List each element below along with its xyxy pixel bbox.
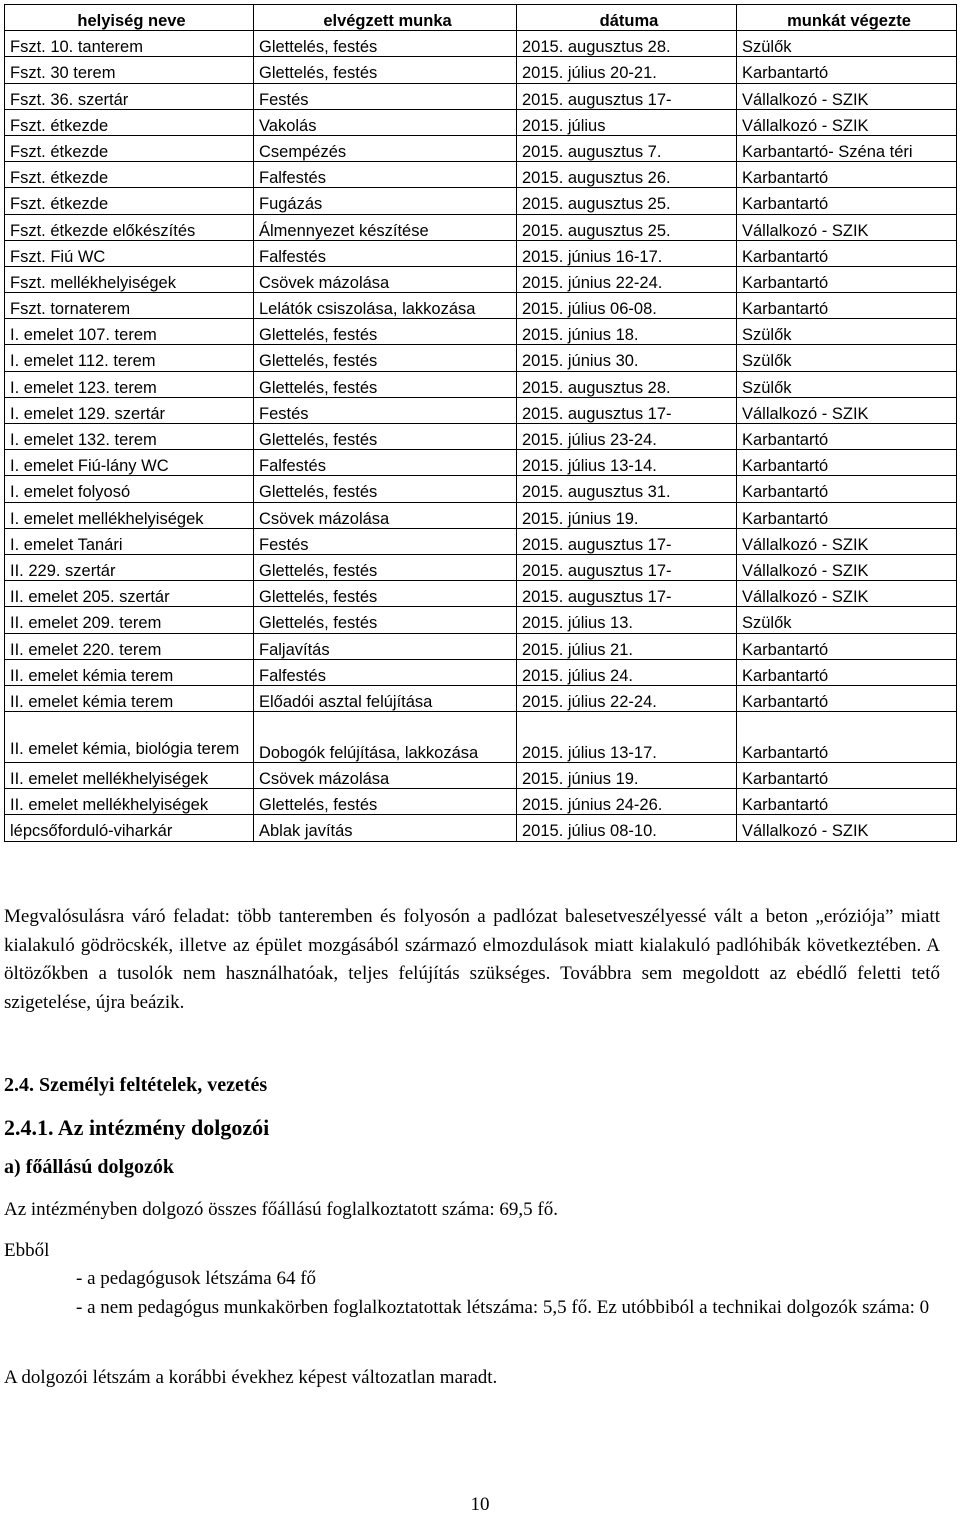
table-row xyxy=(5,607,957,633)
cell-date: 2015. július xyxy=(517,109,737,135)
header-date: dátuma xyxy=(517,5,737,31)
cell-performer: Karbantartó xyxy=(737,712,957,763)
cell-room: I. emelet folyosó xyxy=(5,476,254,502)
cell-date: 2015. június 18. xyxy=(517,319,737,345)
table-row xyxy=(5,528,957,554)
table-row xyxy=(5,266,957,292)
cell-room: II. emelet 205. szertár xyxy=(5,581,254,607)
cell-date: 2015. július 24. xyxy=(517,659,737,685)
cell-work: Faljavítás xyxy=(254,633,517,659)
final-paragraph: A dolgozói létszám a korábbi évekhez képest változatlan maradt. xyxy=(4,1367,498,1388)
table-row xyxy=(5,581,957,607)
staff-breakdown-list xyxy=(76,1265,940,1322)
cell-room: Fszt. étkezde előkészítés xyxy=(5,214,254,240)
table-row xyxy=(5,712,957,763)
table-body xyxy=(5,31,957,841)
cell-date: 2015. június 24-26. xyxy=(517,789,737,815)
cell-room: lépcsőforduló-viharkár xyxy=(5,815,254,841)
cell-performer: Vállalkozó - SZIK xyxy=(737,554,957,580)
cell-date: 2015. augusztus 17- xyxy=(517,554,737,580)
cell-work: Glettelés, festés xyxy=(254,31,517,57)
cell-date: 2015. július 23-24. xyxy=(517,424,737,450)
cell-date: 2015. július 20-21. xyxy=(517,57,737,83)
cell-performer: Szülők xyxy=(737,31,957,57)
table-row xyxy=(5,685,957,711)
cell-work: Dobogók felújítása, lakkozása xyxy=(254,712,517,763)
cell-date: 2015. augusztus 28. xyxy=(517,31,737,57)
table-row xyxy=(5,57,957,83)
table-row xyxy=(5,31,957,57)
table-row xyxy=(5,135,957,161)
cell-work: Előadói asztal felújítása xyxy=(254,685,517,711)
cell-performer: Karbantartó xyxy=(737,240,957,266)
cell-room: Fszt. Fiú WC xyxy=(5,240,254,266)
cell-date: 2015. július 13-17. xyxy=(517,712,737,763)
table-header-row xyxy=(5,5,957,31)
cell-work: Fugázás xyxy=(254,188,517,214)
section-heading-2-4-1: 2.4.1. Az intézmény dolgozói xyxy=(4,1115,270,1140)
cell-performer: Karbantartó xyxy=(737,266,957,292)
cell-performer: Karbantartó xyxy=(737,763,957,789)
cell-date: 2015. június 22-24. xyxy=(517,266,737,292)
table-row xyxy=(5,450,957,476)
cell-room: I. emelet 112. terem xyxy=(5,345,254,371)
table-row xyxy=(5,424,957,450)
cell-work: Csövek mázolása xyxy=(254,763,517,789)
cell-performer: Szülők xyxy=(737,319,957,345)
cell-date: 2015. július 21. xyxy=(517,633,737,659)
cell-work: Glettelés, festés xyxy=(254,607,517,633)
cell-date: 2015. augusztus 31. xyxy=(517,476,737,502)
cell-work: Glettelés, festés xyxy=(254,57,517,83)
table-row xyxy=(5,633,957,659)
header-performer: munkát végezte xyxy=(737,5,957,31)
cell-room: Fszt. tornaterem xyxy=(5,293,254,319)
table-row xyxy=(5,815,957,841)
table-row xyxy=(5,293,957,319)
list-item: - a pedagógusok létszáma 64 fő xyxy=(76,1268,317,1289)
table-row xyxy=(5,659,957,685)
cell-performer: Vállalkozó - SZIK xyxy=(737,815,957,841)
cell-work: Glettelés, festés xyxy=(254,424,517,450)
cell-room: Fszt. mellékhelyiségek xyxy=(5,266,254,292)
cell-work: Álmennyezet készítése xyxy=(254,214,517,240)
cell-date: 2015. július 08-10. xyxy=(517,815,737,841)
table-row xyxy=(5,214,957,240)
cell-performer: Karbantartó xyxy=(737,659,957,685)
cell-work: Falfestés xyxy=(254,450,517,476)
cell-performer: Karbantartó xyxy=(737,789,957,815)
cell-work: Glettelés, festés xyxy=(254,554,517,580)
cell-work: Ablak javítás xyxy=(254,815,517,841)
page-number: 10 xyxy=(470,1494,490,1515)
table-row xyxy=(5,345,957,371)
header-room: helyiség neve xyxy=(5,5,254,31)
cell-date: 2015. augusztus 26. xyxy=(517,162,737,188)
cell-performer: Karbantartó- Széna téri xyxy=(737,135,957,161)
cell-work: Glettelés, festés xyxy=(254,345,517,371)
ebbol-label: Ebből xyxy=(4,1240,50,1261)
cell-performer: Vállalkozó - SZIK xyxy=(737,109,957,135)
cell-work: Lelátók csiszolása, lakkozása xyxy=(254,293,517,319)
cell-room: Fszt. 10. tanterem xyxy=(5,31,254,57)
subheading-full-time-staff: a) főállású dolgozók xyxy=(4,1156,175,1178)
cell-work: Csövek mázolása xyxy=(254,266,517,292)
cell-date: 2015. július 13-14. xyxy=(517,450,737,476)
table-row xyxy=(5,162,957,188)
cell-date: 2015. június 19. xyxy=(517,763,737,789)
cell-date: 2015. július 22-24. xyxy=(517,685,737,711)
cell-date: 2015. augusztus 25. xyxy=(517,188,737,214)
cell-performer: Szülők xyxy=(737,607,957,633)
cell-room: I. emelet Fiú-lány WC xyxy=(5,450,254,476)
cell-performer: Karbantartó xyxy=(737,424,957,450)
table-row xyxy=(5,371,957,397)
cell-date: 2015. augusztus 17- xyxy=(517,83,737,109)
cell-work: Falfestés xyxy=(254,240,517,266)
cell-date: 2015. július 13. xyxy=(517,607,737,633)
cell-date: 2015. augusztus 7. xyxy=(517,135,737,161)
cell-room: Fszt. étkezde xyxy=(5,162,254,188)
cell-room: II. emelet kémia terem xyxy=(5,659,254,685)
pending-tasks-paragraph: Megvalósulásra váró feladat: több tanteremben és folyosón a padlózat balesetveszélyessé vált a beton „eróziója” miatt kialakuló gödröcskék, illetve az épület mozgásából származó elmozdulások miatt kialakuló padlóhibák következtében. A öltözőkben a tusolók nem használhatóak, teljes felújítás szükséges. Továbbra sem megoldott az ebédlő feletti tető szigetelése, újra beázik. xyxy=(4,906,940,1013)
cell-performer: Vállalkozó - SZIK xyxy=(737,214,957,240)
cell-room: II. 229. szertár xyxy=(5,554,254,580)
cell-room: II. emelet kémia, biológia terem xyxy=(5,712,254,763)
maintenance-table xyxy=(4,4,957,842)
cell-performer: Karbantartó xyxy=(737,685,957,711)
cell-date: 2015. augusztus 28. xyxy=(517,371,737,397)
cell-date: 2015. augusztus 17- xyxy=(517,397,737,423)
cell-work: Glettelés, festés xyxy=(254,476,517,502)
cell-performer: Karbantartó xyxy=(737,450,957,476)
list-item: - a nem pedagógus munkakörben foglalkoztatottak létszáma: 5,5 fő. Ez utóbbiból a technikai dolgozók száma: 0 xyxy=(76,1296,930,1318)
cell-room: II. emelet mellékhelyiségek xyxy=(5,763,254,789)
cell-room: Fszt. étkezde xyxy=(5,135,254,161)
cell-date: 2015. június 16-17. xyxy=(517,240,737,266)
cell-work: Glettelés, festés xyxy=(254,581,517,607)
table-row xyxy=(5,789,957,815)
table-row xyxy=(5,502,957,528)
table-row xyxy=(5,763,957,789)
cell-room: I. emelet mellékhelyiségek xyxy=(5,502,254,528)
table-row xyxy=(5,397,957,423)
table-row xyxy=(5,109,957,135)
cell-performer: Karbantartó xyxy=(737,293,957,319)
cell-work: Glettelés, festés xyxy=(254,319,517,345)
cell-room: I. emelet Tanári xyxy=(5,528,254,554)
total-staff-paragraph: Az intézményben dolgozó összes főállású foglalkoztatott száma: 69,5 fő. xyxy=(4,1199,559,1220)
cell-performer: Karbantartó xyxy=(737,162,957,188)
cell-room: II. emelet mellékhelyiségek xyxy=(5,789,254,815)
table-row xyxy=(5,188,957,214)
cell-work: Vakolás xyxy=(254,109,517,135)
cell-performer: Vállalkozó - SZIK xyxy=(737,397,957,423)
table-row xyxy=(5,319,957,345)
table-row xyxy=(5,83,957,109)
cell-performer: Karbantartó xyxy=(737,188,957,214)
cell-room: II. emelet kémia terem xyxy=(5,685,254,711)
cell-performer: Vállalkozó - SZIK xyxy=(737,528,957,554)
cell-room: II. emelet 220. terem xyxy=(5,633,254,659)
cell-performer: Szülők xyxy=(737,345,957,371)
cell-work: Festés xyxy=(254,83,517,109)
cell-room: Fszt. étkezde xyxy=(5,188,254,214)
cell-date: 2015. augusztus 25. xyxy=(517,214,737,240)
cell-work: Falfestés xyxy=(254,162,517,188)
cell-performer: Vállalkozó - SZIK xyxy=(737,581,957,607)
cell-date: 2015. augusztus 17- xyxy=(517,581,737,607)
cell-performer: Karbantartó xyxy=(737,476,957,502)
cell-performer: Karbantartó xyxy=(737,57,957,83)
cell-room: II. emelet 209. terem xyxy=(5,607,254,633)
cell-performer: Karbantartó xyxy=(737,502,957,528)
cell-work: Csövek mázolása xyxy=(254,502,517,528)
cell-work: Festés xyxy=(254,528,517,554)
cell-room: I. emelet 107. terem xyxy=(5,319,254,345)
cell-performer: Karbantartó xyxy=(737,633,957,659)
cell-work: Glettelés, festés xyxy=(254,789,517,815)
table-row xyxy=(5,554,957,580)
cell-performer: Szülők xyxy=(737,371,957,397)
cell-room: I. emelet 129. szertár xyxy=(5,397,254,423)
cell-work: Glettelés, festés xyxy=(254,371,517,397)
table-row xyxy=(5,476,957,502)
cell-performer: Vállalkozó - SZIK xyxy=(737,83,957,109)
cell-room: Fszt. étkezde xyxy=(5,109,254,135)
cell-date: 2015. július 06-08. xyxy=(517,293,737,319)
section-heading-2-4: 2.4. Személyi feltételek, vezetés xyxy=(4,1074,268,1096)
cell-room: I. emelet 132. terem xyxy=(5,424,254,450)
cell-work: Festés xyxy=(254,397,517,423)
cell-work: Csempézés xyxy=(254,135,517,161)
cell-date: 2015. augusztus 17- xyxy=(517,528,737,554)
cell-date: 2015. június 19. xyxy=(517,502,737,528)
cell-date: 2015. június 30. xyxy=(517,345,737,371)
cell-room: I. emelet 123. terem xyxy=(5,371,254,397)
cell-room: Fszt. 36. szertár xyxy=(5,83,254,109)
header-work: elvégzett munka xyxy=(254,5,517,31)
cell-work: Falfestés xyxy=(254,659,517,685)
cell-room: Fszt. 30 terem xyxy=(5,57,254,83)
table-row xyxy=(5,240,957,266)
